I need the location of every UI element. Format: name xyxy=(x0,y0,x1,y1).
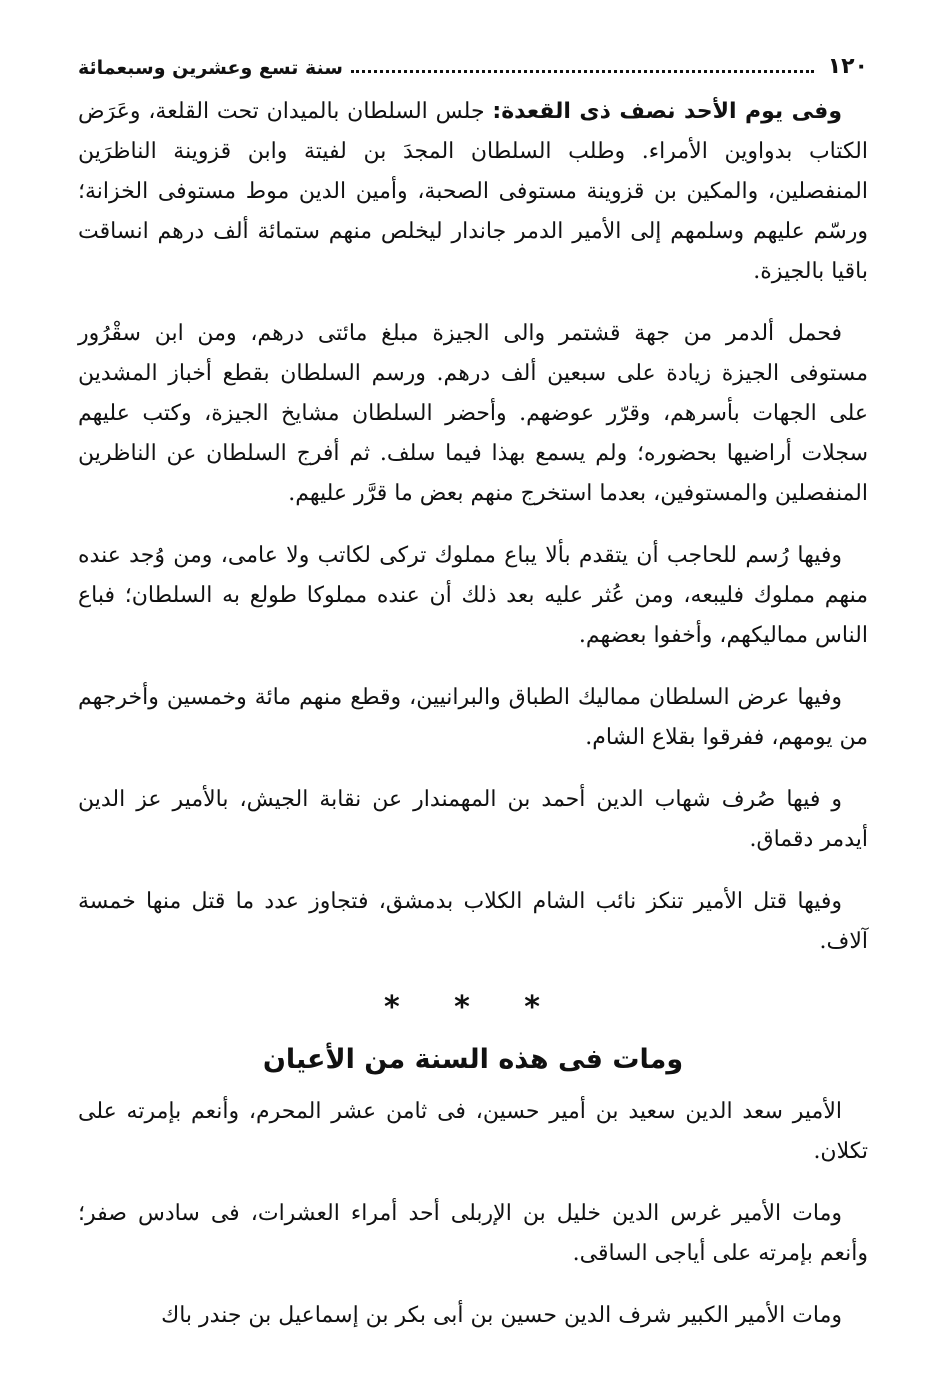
paragraph: وفيها عرض السلطان مماليك الطباق والبرانيين، وقطع منهم مائة وخمسين وأخرجهم من يومهم، ففرقوا بقلاع الشام. xyxy=(78,685,868,750)
paragraph: و فيها صُرف شهاب الدين أحمد بن المهمندار عن نقابة الجيش، بالأمير عز الدين أيدمر دقماق. xyxy=(78,787,868,852)
paragraph: وفيها قتل الأمير تنكز نائب الشام الكلاب بدمشق، فتجاوز عدد ما قتل منها خمسة آلاف. xyxy=(78,889,868,954)
section-divider: * * * xyxy=(384,990,562,1025)
paragraph-text: جلس السلطان بالميدان تحت القلعة، وعَرَض الكتاب بدواوين الأمراء. وطلب السلطان المجدَ بن لفيتة وابن قزوينة الناظرَين المنفصلين، والمكين بن قزوينة مستوفى الصحبة، وأمين الدين موط مستوفى الخزانة؛ ورسّم عليهم وسلمهم إلى الأمير الدمر جاندار ليخلص منهم ستمائة ألف درهم انساقت باقيا بالجيزة. xyxy=(78,99,868,284)
obituary-entry: ومات الأمير الكبير شرف الدين حسين بن أبى بكر بن إسماعيل بن جندر باك xyxy=(161,1303,842,1328)
paragraph: فحمل ألدمر من جهة قشتمر والى الجيزة مبلغ مائتى درهم، ومن ابن سقْرُور مستوفى الجيزة زيادة على سبعين ألف درهم. ورسم السلطان بقطع أخباز المشدين على الجهات بأسرهم، وقرّر عوضهم. وأحضر السلطان مشايخ الجيزة، وكتب عليهم سجلات أراضيها بحضوره؛ ولم يسمع بهذا فيما سلف. ثم أفرج السلطان عن الناظرين المنفصلين والمستوفين، بعدما استخرج منهم بعض ما قرَّر عليهم. xyxy=(78,321,868,506)
paragraph-lead: وفى يوم الأحد نصف ذى القعدة: xyxy=(492,99,843,124)
running-title: سنة تسع وعشرين وسبعمائة xyxy=(78,57,343,79)
running-header xyxy=(78,28,868,78)
section-heading: ومات فى هذه السنة من الأعيان xyxy=(262,1044,684,1075)
paragraph xyxy=(78,92,868,292)
obituary-entry: الأمير سعد الدين سعيد بن أمير حسين، فى ثامن عشر المحرم، وأنعم بإمرته على تكلان. xyxy=(78,1099,868,1164)
page-number: ١٢٠ xyxy=(827,54,868,79)
obituary-entry: ومات الأمير غرس الدين خليل بن الإربلى أحد أمراء العشرات، فى سادس صفر؛ وأنعم بإمرته على أياجى الساقى. xyxy=(78,1201,868,1266)
book-page xyxy=(78,28,868,1348)
header-dot-leader xyxy=(351,69,814,73)
paragraph: وفيها رُسم للحاجب أن يتقدم بألا يباع مملوك تركى لكاتب ولا عامى، ومن وُجد عنده منهم مملوك فليبعه، ومن عُثر عليه بعد ذلك أن عنده مملوكا طولع به السلطان؛ فباع الناس مماليكهم، وأخفوا بعضهم. xyxy=(78,543,868,648)
